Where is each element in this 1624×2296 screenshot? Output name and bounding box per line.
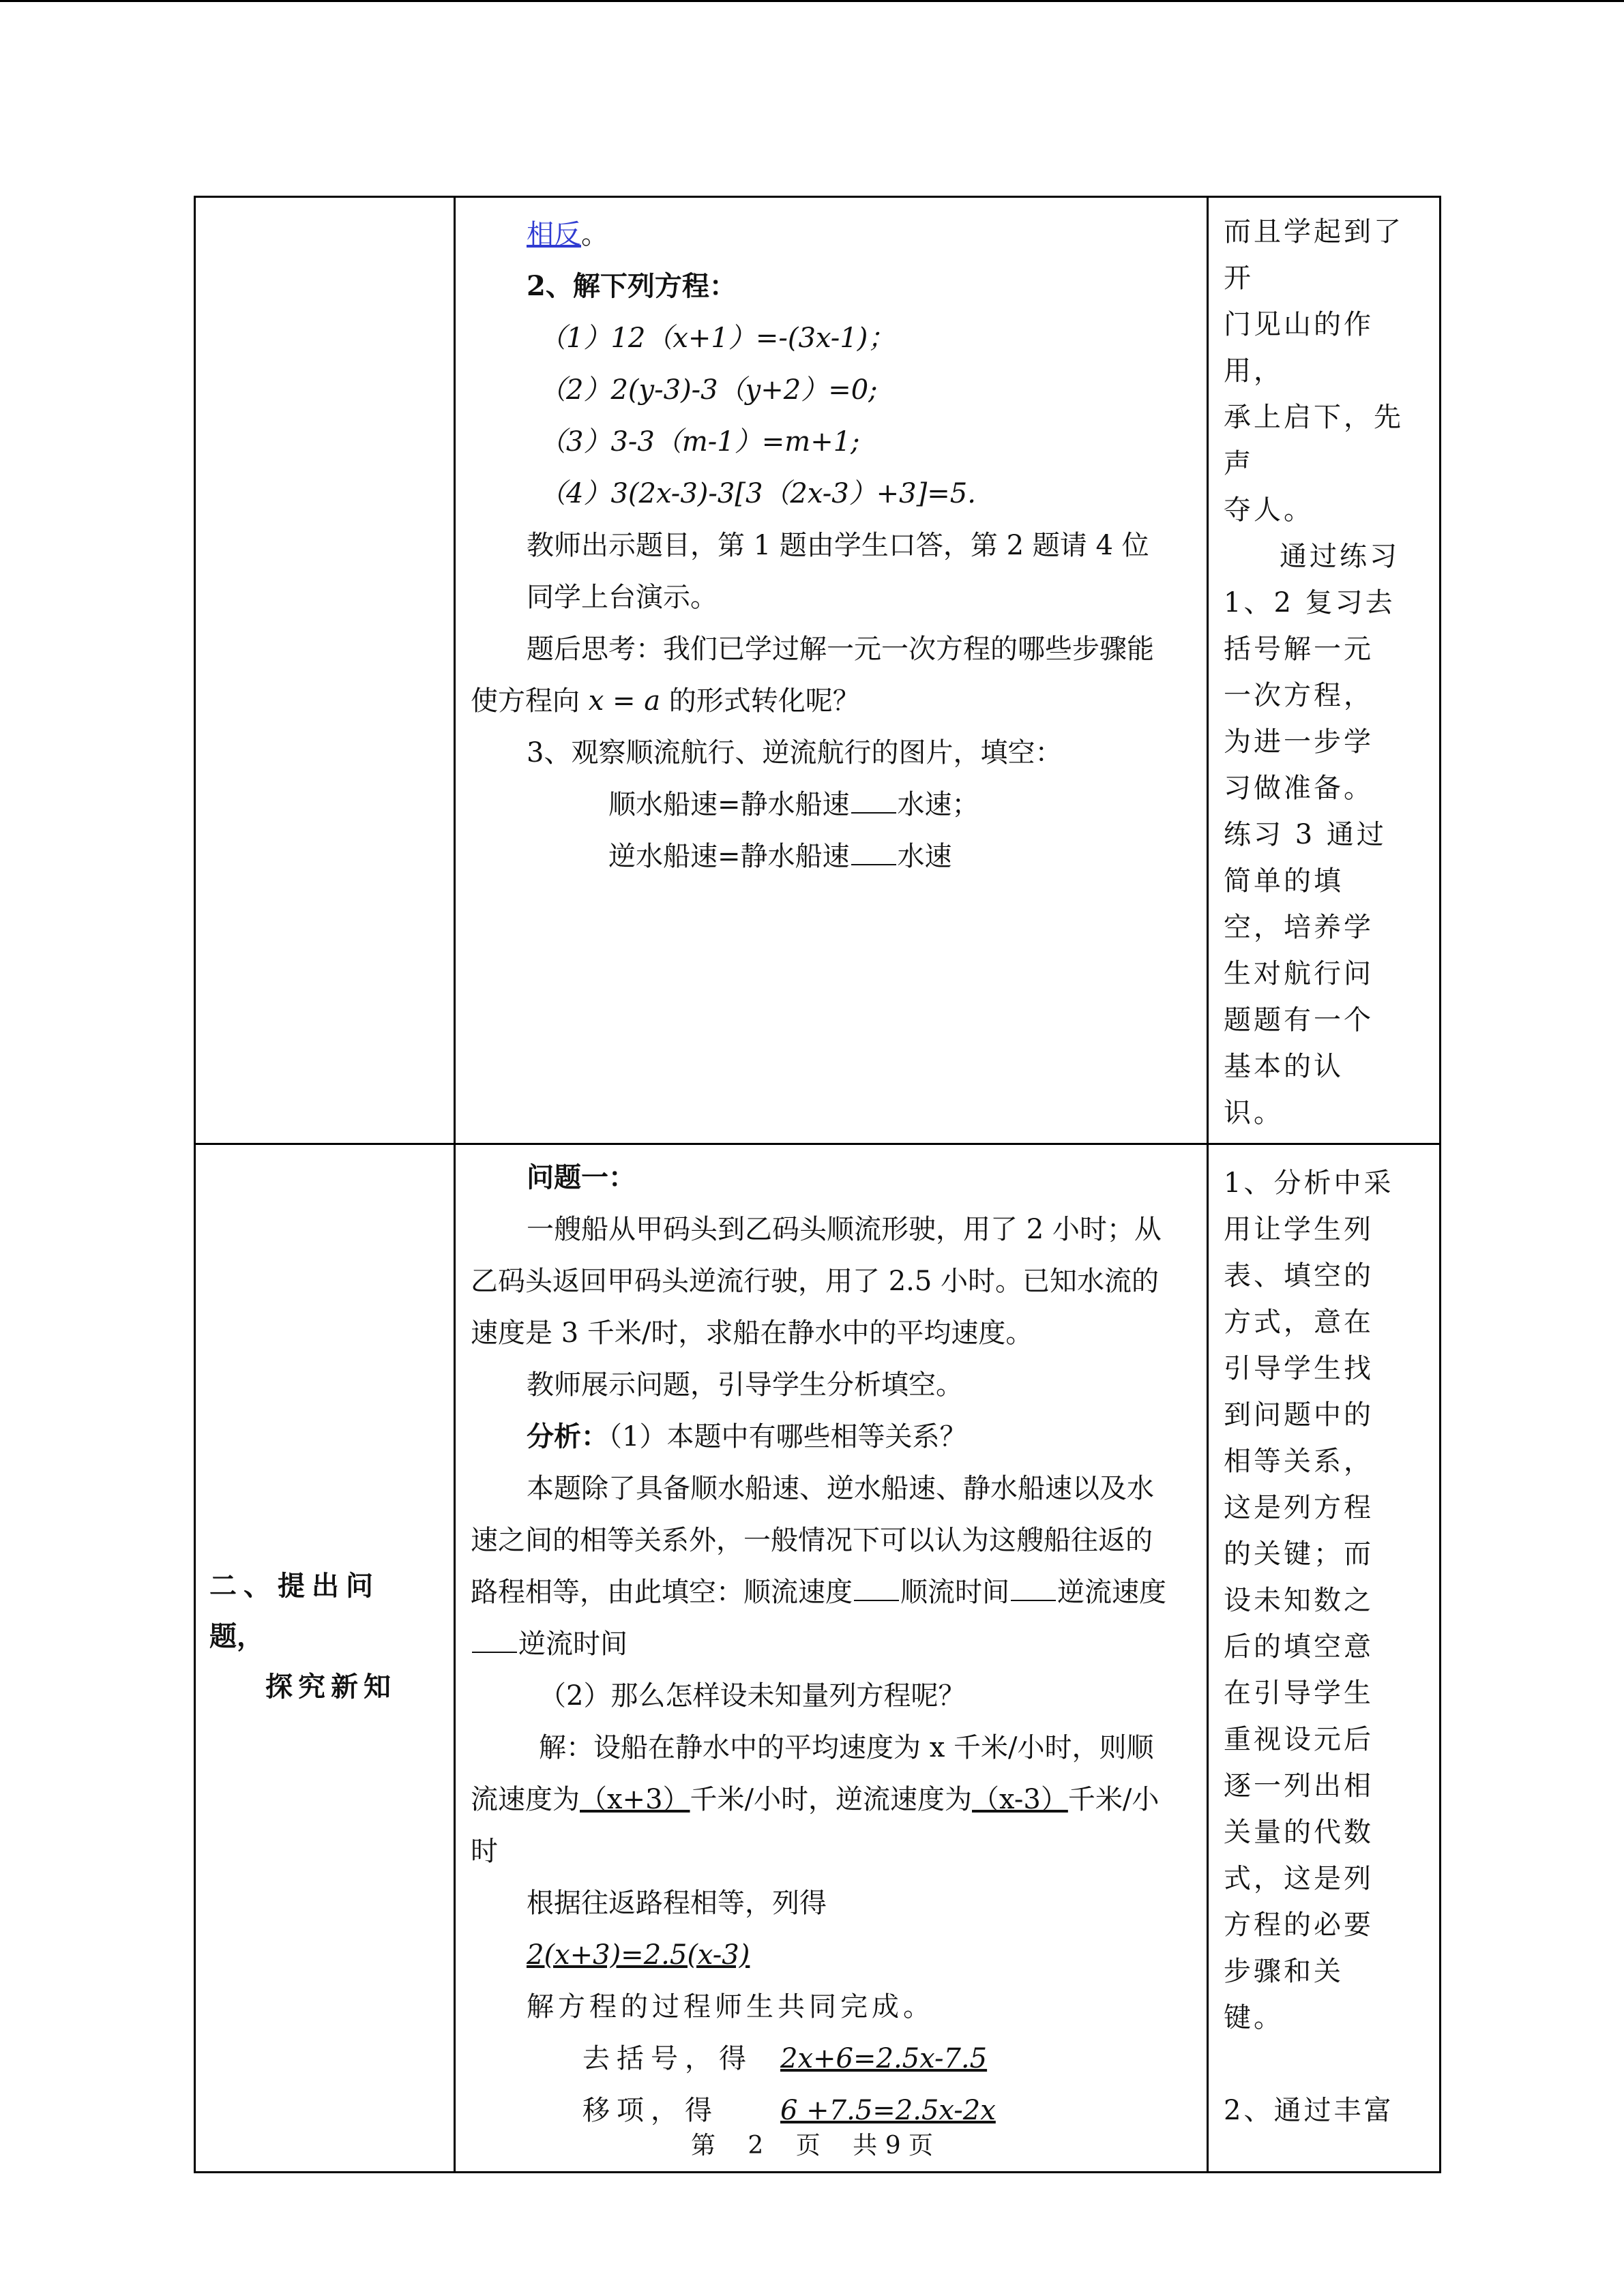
page-footer [0, 2126, 1624, 2161]
question-line1: 一艘船从甲码头到乙码头顺流形驶，用了 2 小时；从 [527, 1214, 1162, 1245]
table-row [195, 197, 1441, 1144]
section-heading: 2、解下列方程： [527, 270, 737, 302]
analysis-line: 分析：（1）本题中有哪些相等关系？ [527, 1420, 967, 1452]
side-note-line: 这是列方程 [1224, 1492, 1374, 1523]
side-note-line: 引导学生找 [1224, 1353, 1374, 1384]
stage-cell-empty [195, 197, 455, 1144]
question-2: （2）那么怎样设未知量列方程呢？ [539, 1680, 966, 1712]
reflection-line1: 题后思考：我们已学过解一元一次方程的哪些步骤能 [527, 633, 1154, 665]
side-note-line: 键。 [1224, 2002, 1284, 2033]
stage-title: 二、提出问 题， 探究新知 [209, 1570, 396, 1703]
solution-line3: 时 [471, 1836, 498, 1867]
side-note-line: 步骤和关 [1224, 1956, 1344, 1987]
step-2: 移项，得 6 +7.5=2.5x-2x [582, 2095, 996, 2126]
stage-cell [195, 1144, 455, 2173]
paragraph-line2: 速之间的相等关系外，一般情况下可以认为这艘船往返的 [471, 1525, 1153, 1556]
equation-main: 2(x+3)=2.5(x-3) [527, 1939, 750, 1971]
paragraph-line3: 路程相等，由此填空：顺流速度 顺流时间 逆流速度 [471, 1577, 1166, 1608]
paragraph-line4: 逆流时间 [471, 1618, 1186, 1670]
footer-page-number: 2 [748, 2132, 764, 2160]
side-note-line: 括号解一元 [1224, 633, 1374, 665]
table-row [195, 1144, 1441, 2173]
side-note-line: 夺人。 [1224, 494, 1314, 526]
side-note-line: 表、填空的 [1224, 1260, 1374, 1292]
side-note-line: 式，这是列 [1224, 1863, 1374, 1894]
side-note-line: 练习 3 通过 [1224, 819, 1387, 850]
teacher-note-line1: 教师出示题目，第 1 题由学生口答，第 2 题请 4 位 [527, 530, 1149, 561]
side-note-line: 重视设元后 [1224, 1724, 1374, 1755]
teacher-show: 教师展示问题，引导学生分析填空。 [527, 1369, 963, 1401]
design-intent-cell [1208, 1144, 1441, 2173]
side-note-line: 一次方程， [1224, 680, 1374, 711]
solution-line2: 流速度为（x+3）千米/小时，逆流速度为（x-3）千米/小 [471, 1784, 1160, 1815]
side-note-line: 2、通过丰富 [1224, 2095, 1394, 2126]
blank-field [851, 842, 896, 865]
side-note-line: 到问题中的 [1224, 1399, 1374, 1431]
blank-field [851, 790, 896, 814]
step-1: 去括号，得 2x+6=2.5x-7.5 [582, 2043, 988, 2074]
paragraph-line1: 本题除了具备顺水船速、逆水船速、静水船速以及水 [527, 1473, 1154, 1504]
equation-1: （1）12（x+1）=-(3x-1)； [539, 323, 896, 354]
side-note-line: 的关键；而 [1224, 1538, 1374, 1570]
side-note-line: 相等关系， [1224, 1446, 1374, 1477]
main-content-cell [455, 197, 1208, 1144]
question-line2: 乙码头返回甲码头逆流行驶，用了 2.5 小时。已知水流的 [471, 1266, 1160, 1297]
equation-2: （2）2(y-3)-3（y+2）=0; [539, 374, 878, 406]
side-note-line: 逐一列出相 [1224, 1770, 1374, 1802]
side-note-line: 简单的填 [1224, 865, 1344, 897]
main-content-cell [455, 1144, 1208, 2173]
side-note-line: 方程的必要 [1224, 1909, 1374, 1941]
teacher-note-line2: 同学上台演示。 [527, 582, 718, 613]
side-note-line: 在引导学生 [1224, 1678, 1374, 1709]
text: 。 [581, 219, 608, 250]
blank-field [472, 1630, 517, 1653]
footer-di: 第 [690, 2132, 715, 2160]
side-note-line: 识。 [1224, 1097, 1284, 1129]
blank-field [854, 1578, 899, 1601]
side-note-line: 为进一步学 [1224, 726, 1374, 758]
fill-downstream: 顺水船速=静水船速 水速； [608, 789, 979, 820]
footer-ye: 页 [795, 2132, 821, 2160]
side-note-line: 1、分析中采 [1224, 1167, 1394, 1199]
side-note-line: 后的填空意 [1224, 1631, 1374, 1663]
question-line3: 速度是 3 千米/时，求船在静水中的平均速度。 [471, 1317, 1033, 1349]
related-link[interactable]: 相反 [527, 219, 581, 250]
design-intent-cell [1208, 197, 1441, 1144]
side-note-line: 设未知数之 [1224, 1585, 1374, 1616]
side-note-line: 生对航行问 [1224, 958, 1374, 989]
solution-line1: 解：设船在静水中的平均速度为 x 千米/小时，则顺 [539, 1732, 1154, 1763]
side-note-line: 1、2 复习去 [1224, 587, 1396, 618]
side-note-line: 空，培养学 [1224, 912, 1374, 943]
fill-upstream: 逆水船速=静水船速 水速 [608, 841, 952, 872]
side-note-line: 用让学生列 [1224, 1214, 1374, 1245]
reflection-line2: 使方程向 x = a 的形式转化呢？ [471, 685, 860, 717]
footer-total: 共 9 页 [853, 2132, 934, 2160]
side-note-line [1224, 2041, 1424, 2087]
side-note-line: 关量的代数 [1224, 1817, 1374, 1848]
side-note-line: 门见山的作用， [1224, 309, 1374, 387]
side-note-line: 基本的认 [1224, 1051, 1344, 1082]
equation-4: （4）3(2x-3)-3[3（2x-3）+3]=5. [539, 478, 976, 509]
solve-note: 解方程的过程师生共同完成。 [527, 1991, 934, 2023]
equation-lead: 根据往返路程相等，列得 [527, 1888, 827, 1919]
equation-3: （3）3-3（m-1）=m+1; [539, 426, 860, 458]
side-note-line: 通过练习 [1280, 541, 1400, 572]
blank-field [1011, 1578, 1056, 1601]
side-note-line: 习做准备。 [1224, 773, 1374, 804]
side-note-line: 题题有一个 [1224, 1004, 1374, 1036]
side-note-line: 而且学起到了开 [1224, 216, 1404, 294]
top-border-rule [0, 0, 1624, 2]
section-heading-3: 3、观察顺流航行、逆流航行的图片，填空： [527, 737, 1063, 769]
question-title: 问题一： [527, 1161, 636, 1193]
side-note-line: 方式，意在 [1224, 1307, 1374, 1338]
side-note-line: 承上启下，先声 [1224, 402, 1404, 479]
lesson-plan-table [194, 196, 1441, 2173]
